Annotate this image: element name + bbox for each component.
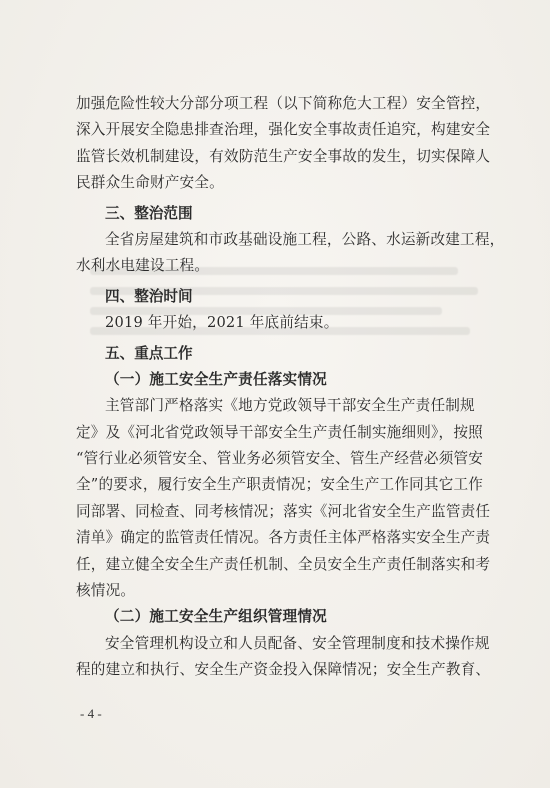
body-line: “管行业必须管安全、管业务必须管安全、管生产经营必须管安: [76, 450, 484, 468]
body-line: 水利水电建设工程。: [76, 257, 210, 275]
body-line: 深入开展安全隐患排查治理，强化安全事故责任追究，构建安全: [76, 121, 491, 139]
body-line: 核情况。: [76, 582, 136, 600]
body-line: 民群众生命财产安全。: [76, 174, 224, 192]
section-heading-scope: 三、整治范围: [105, 204, 193, 222]
subsection-heading-responsibility: （一）施工安全生产责任落实情况: [105, 370, 327, 388]
body-line: 监管长效机制建设，有效防范生产安全事故的发生，切实保障人: [76, 147, 491, 165]
body-line: 清单》确定的监管责任情况。各方责任主体严格落实安全生产责: [76, 529, 491, 547]
body-line: 程的建立和执行、安全生产资金投入保障情况；安全生产教育、: [76, 661, 491, 679]
document-body: [76, 91, 505, 684]
body-line: 主管部门严格落实《地方党政领导干部安全生产责任制规: [105, 397, 475, 415]
page-number: - 4 -: [80, 706, 102, 721]
body-line: 安全管理机构设立和人员配备、安全管理制度和技术操作规: [105, 634, 490, 652]
body-line: 全省房屋建筑和市政基础设施工程，公路、水运新改建工程，: [105, 230, 505, 248]
body-line: 任，建立健全安全生产责任机制、全员安全生产责任制落实和考: [76, 555, 491, 573]
body-line: 全”的要求，履行安全生产职责情况；安全生产工作同其它工作: [76, 476, 484, 494]
section-heading-time: 四、整治时间: [105, 287, 193, 305]
body-line: 2019 年开始，2021 年底前结束。: [105, 314, 339, 332]
body-line: 定》及《河北省党政领导干部安全生产责任制实施细则》，按照: [76, 423, 483, 441]
subsection-heading-organization: （二）施工安全生产组织管理情况: [105, 608, 327, 626]
section-heading-key-work: 五、重点工作: [105, 344, 193, 362]
body-line: 加强危险性较大分部分项工程（以下简称危大工程）安全管控，: [76, 95, 491, 112]
body-line: 同部署、同检查、同考核情况；落实《河北省安全生产监管责任: [76, 502, 491, 520]
